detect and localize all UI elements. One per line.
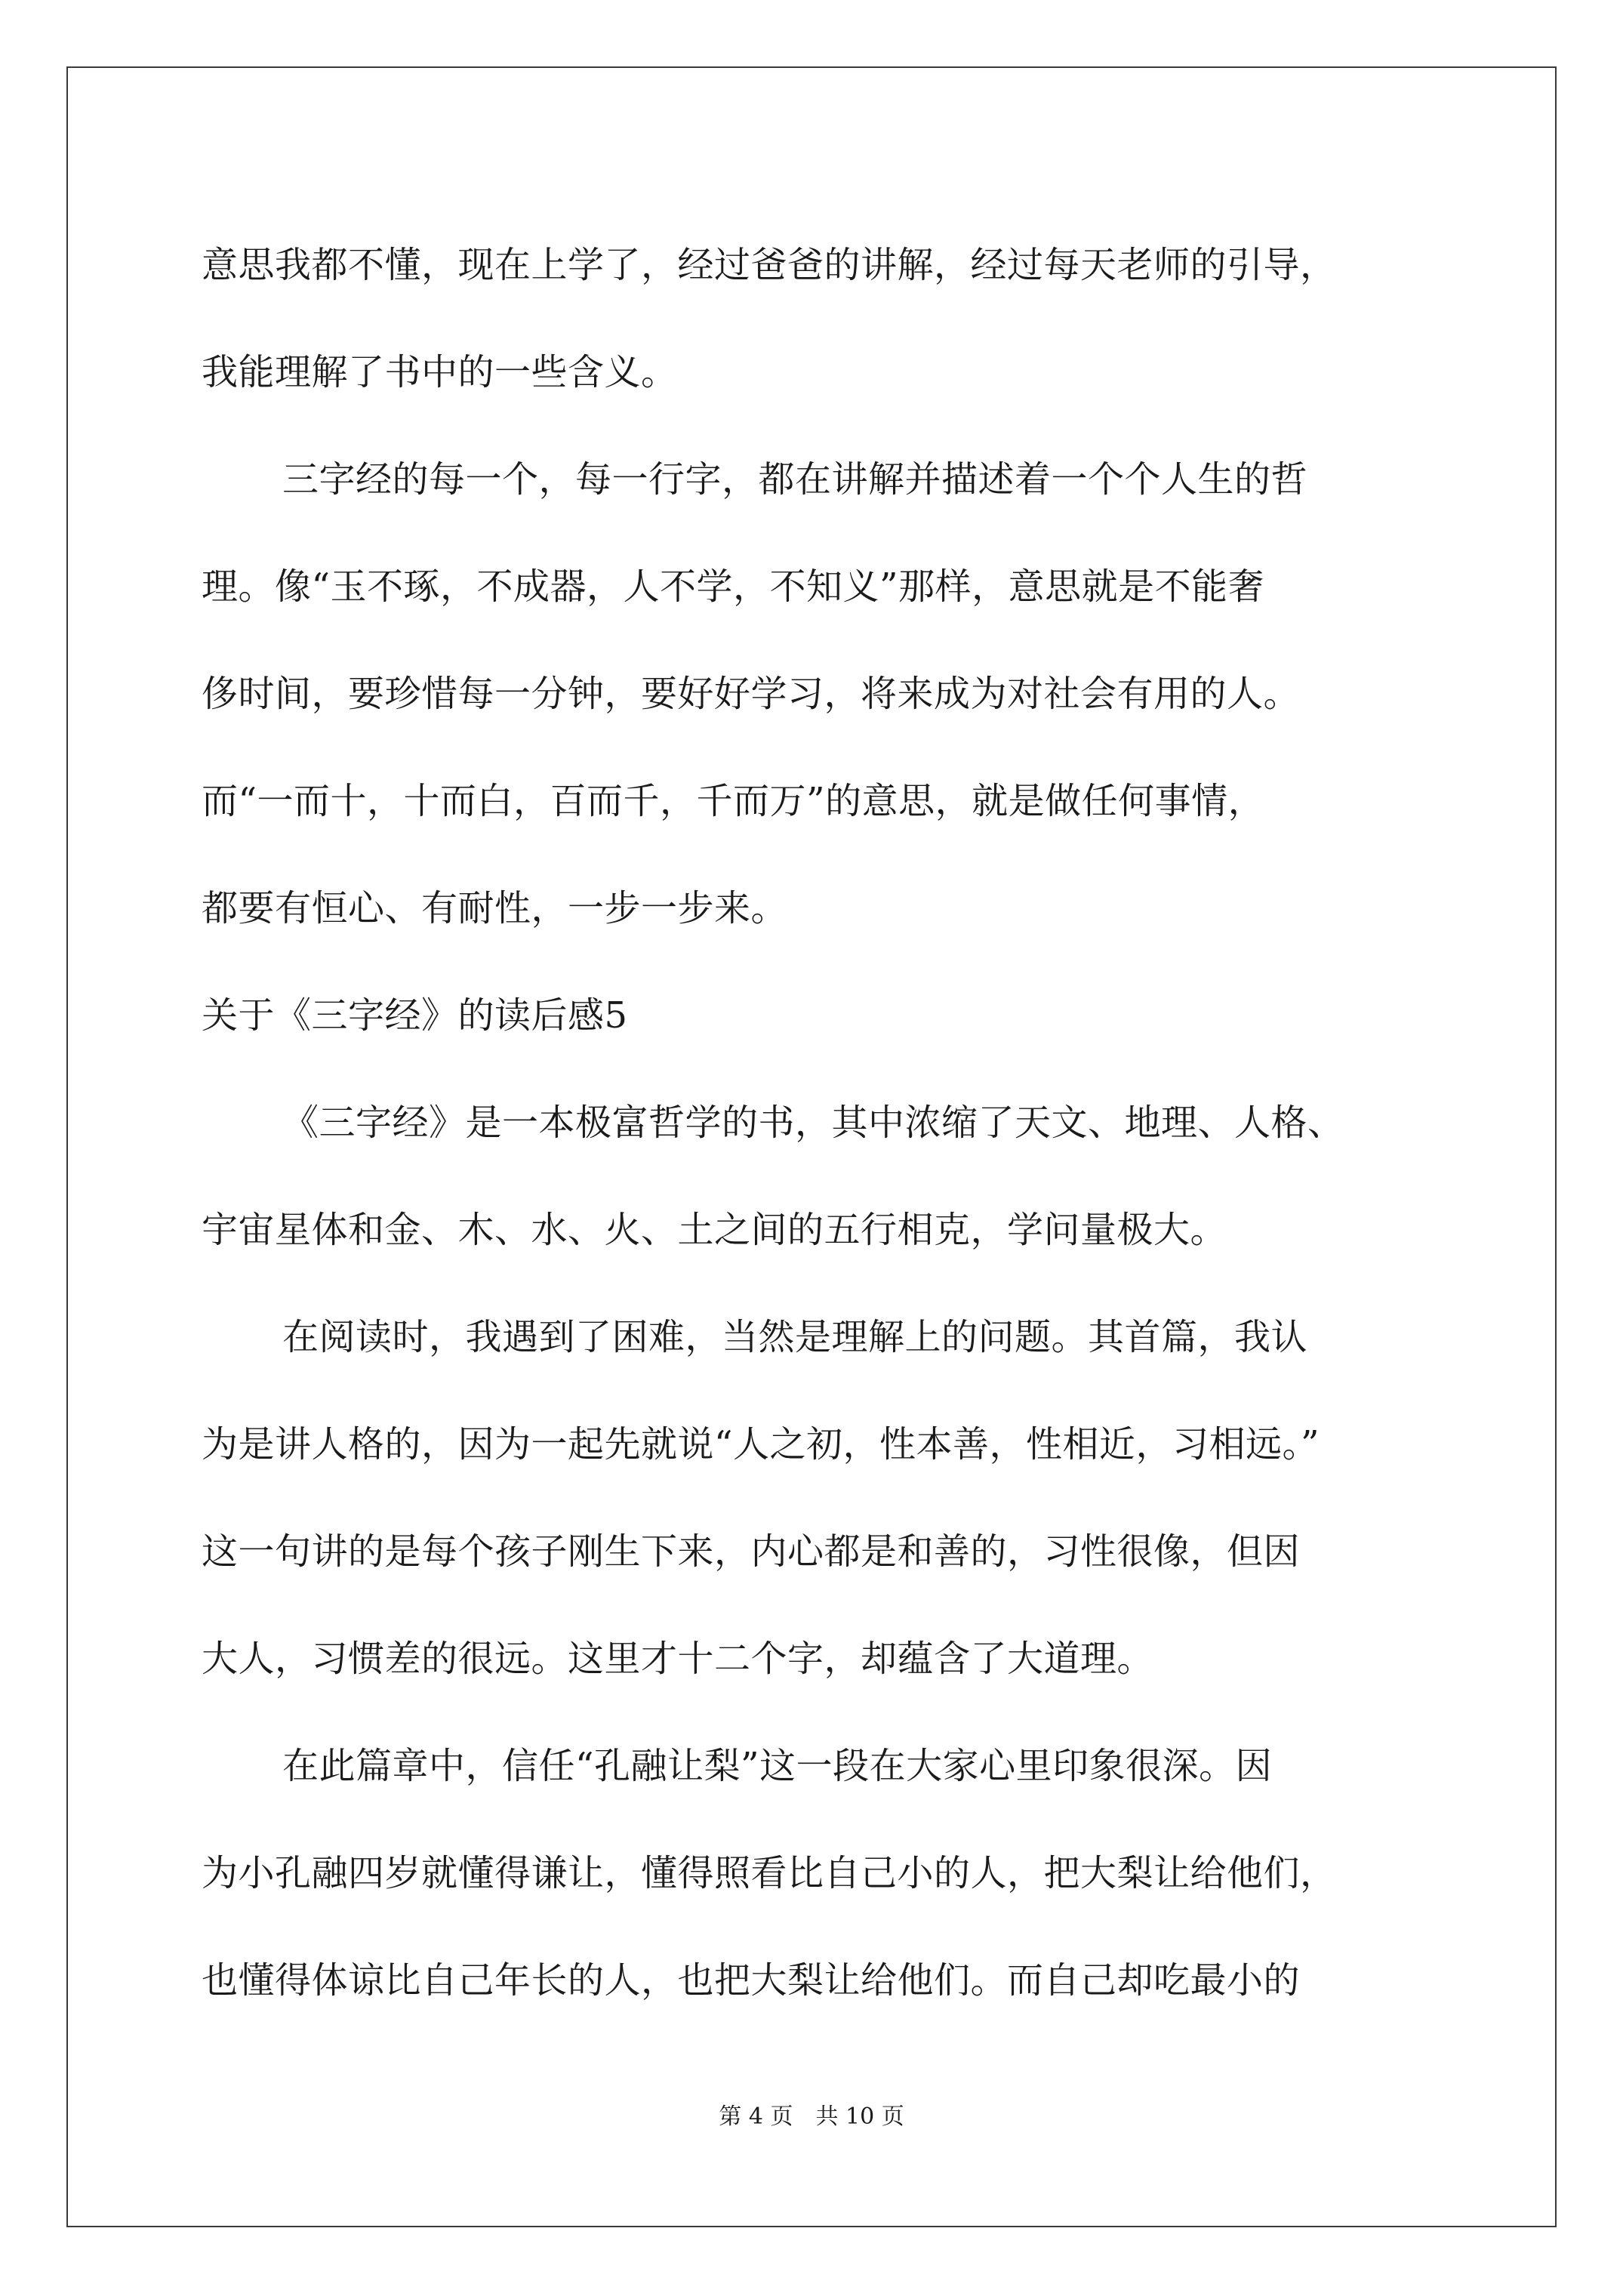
text-line: 这一句讲的是每个孩子刚生下来，内心都是和善的，习性很像，但因	[202, 1530, 1301, 1573]
text-line: 也懂得体谅比自己年长的人，也把大梨让给他们。而自己却吃最小的	[202, 1959, 1301, 2002]
text-line: 在此篇章中，信任“孔融让梨”这一段在大家心里印象很深。因	[282, 1745, 1273, 1787]
page-number-footer: 第 4 页 共 10 页	[719, 2103, 904, 2130]
text-line: 理。像“玉不琢，不成器，人不学，不知义”那样，意思就是不能奢	[202, 566, 1265, 608]
text-line: 而“一而十，十而白，百而千，千而万”的意思，就是做任何事情，	[202, 780, 1265, 822]
text-line: 宇宙星体和金、木、水、火、土之间的五行相克，学问量极大。	[202, 1209, 1227, 1251]
text-line: 都要有恒心、有耐性，一步一步来。	[202, 887, 788, 929]
text-line: 意思我都不懂，现在上学了，经过爸爸的讲解，经过每天老师的引导，	[202, 244, 1337, 286]
text-line: 《三字经》是一本极富哲学的书，其中浓缩了天文、地理、人格、	[282, 1102, 1344, 1144]
text-line: 我能理解了书中的一些含义。	[202, 351, 678, 393]
text-line: 在阅读时，我遇到了困难，当然是理解上的问题。其首篇，我认	[282, 1316, 1308, 1358]
document-body	[202, 211, 1440, 2034]
text-line: 三字经的每一个，每一行字，都在讲解并描述着一个个人生的哲	[282, 458, 1308, 501]
section-heading: 关于《三字经》的读后感5	[202, 994, 628, 1037]
text-line: 为是讲人格的，因为一起先就说“人之初，性本善，性相近，习相远。”	[202, 1423, 1320, 1465]
text-line: 大人，习惯差的很远。这里才十二个字，却蕴含了大道理。	[202, 1638, 1154, 1680]
text-line: 为小孔融四岁就懂得谦让，懂得照看比自己小的人，把大梨让给他们，	[202, 1852, 1337, 1894]
text-line: 侈时间，要珍惜每一分钟，要好好学习，将来成为对社会有用的人。	[202, 673, 1301, 715]
